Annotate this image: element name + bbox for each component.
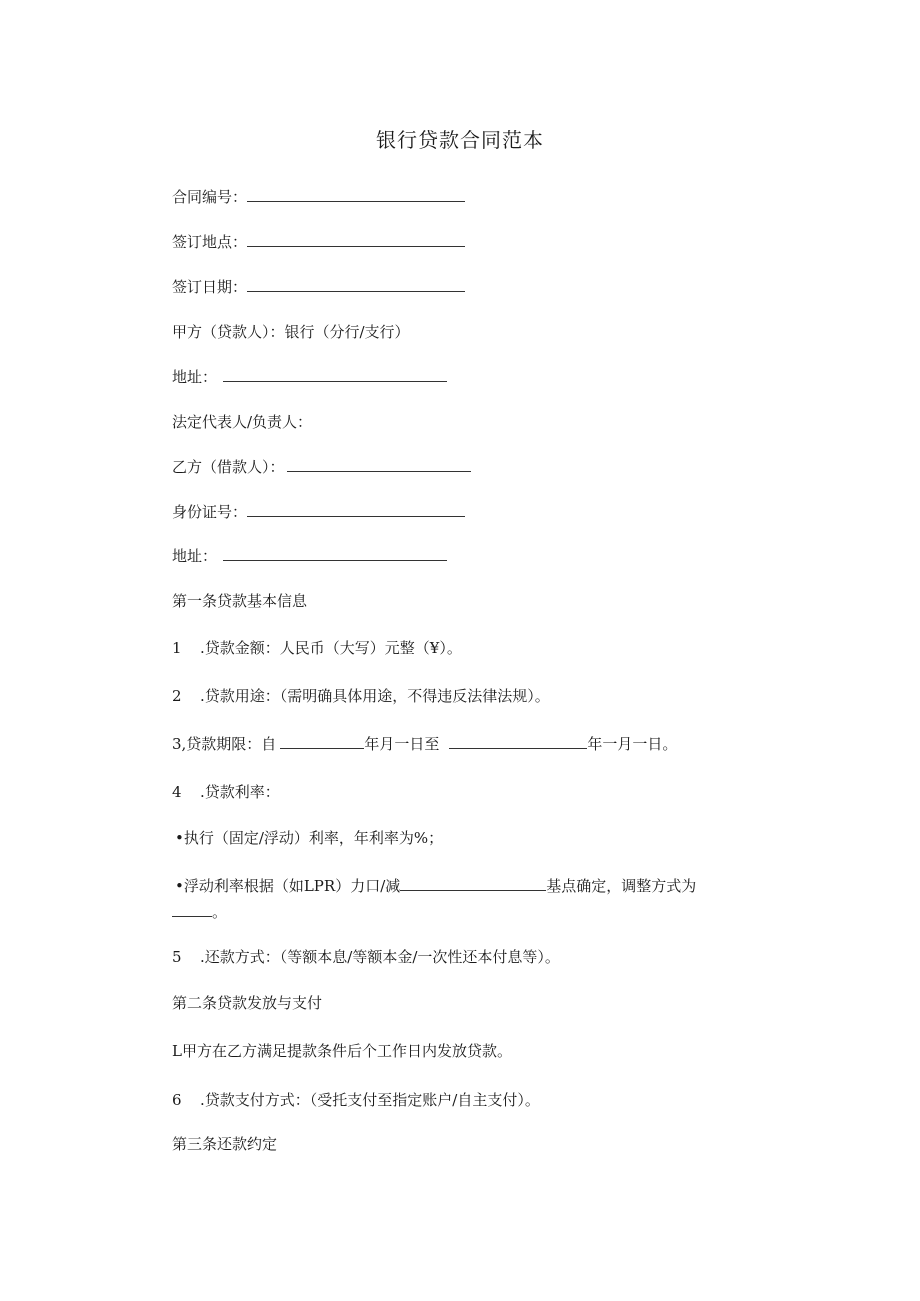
- sign-place-label: 签订地点：: [172, 233, 248, 251]
- contract-number-blank[interactable]: [247, 187, 465, 202]
- address-a-blank[interactable]: [223, 367, 447, 382]
- item-3-prefix: 3,贷款期限：自: [172, 735, 277, 753]
- item-2: [172, 686, 550, 706]
- bullet-floating-rate-prefix: •浮动利率根据（如LPR）力口/减: [175, 877, 401, 895]
- item-1: [172, 638, 462, 658]
- item-2-text: .贷款用途：（需明确具体用途，不得违反法律法规）。: [200, 687, 550, 705]
- sign-date-row: [172, 277, 465, 297]
- sign-date-label: 签订日期：: [172, 278, 248, 296]
- id-number-label: 身份证号：: [172, 503, 248, 521]
- item-5-text: .还款方式：（等额本息/等额本金/一次性还本付息等）。: [200, 948, 560, 966]
- item-4: [172, 782, 280, 802]
- item-6: [172, 1090, 540, 1110]
- adjustment-method-blank[interactable]: [172, 902, 212, 917]
- address-b-row: [172, 546, 447, 566]
- item-5-number: 5: [172, 948, 182, 966]
- party-b-blank[interactable]: [287, 457, 471, 472]
- id-number-row: [172, 502, 465, 522]
- article-1-title: 第一条贷款基本信息: [172, 592, 308, 610]
- article-3-title: 第三条还款约定: [172, 1135, 278, 1153]
- address-a-label: 地址：: [172, 368, 218, 386]
- document-title: 银行贷款合同范本: [376, 128, 544, 152]
- item-6-text: .贷款支付方式：（受托支付至指定账户/自主支付）。: [200, 1091, 540, 1109]
- bullet-floating-rate-suffix: 基点确定，调整方式为: [546, 877, 697, 895]
- contract-number-row: [172, 187, 465, 207]
- contract-number-label: 合同编号：: [172, 188, 248, 206]
- sign-place-row: [172, 232, 465, 252]
- loan-start-year-blank[interactable]: [280, 734, 364, 749]
- address-a-row: [172, 367, 447, 387]
- sign-date-blank[interactable]: [247, 277, 465, 292]
- item-3: [172, 734, 677, 754]
- item-6-number: 6: [172, 1091, 182, 1109]
- item-1-text: .贷款金额：人民币（大写）元整（¥）。: [200, 639, 462, 657]
- id-number-blank[interactable]: [247, 502, 465, 517]
- item-4-text: .贷款利率：: [200, 783, 280, 801]
- article-2-title: 第二条贷款发放与支付: [172, 994, 323, 1012]
- item-3-middle: 年月一日至: [364, 735, 440, 753]
- party-a: 甲方（贷款人）：银行（分行/支行）: [172, 323, 410, 341]
- basis-points-blank[interactable]: [400, 876, 546, 891]
- article-2-item-1: L甲方在乙方满足提款条件后个工作日内发放贷款。: [172, 1042, 512, 1060]
- loan-end-year-blank[interactable]: [449, 734, 587, 749]
- address-b-label: 地址：: [172, 547, 218, 565]
- bullet-floating-rate: [175, 876, 696, 896]
- item-5: [172, 947, 560, 967]
- item-3-suffix: 年一月一日。: [587, 735, 678, 753]
- adjustment-method-row: [172, 902, 227, 922]
- party-b-label: 乙方（借款人）：: [172, 458, 285, 476]
- address-b-blank[interactable]: [223, 546, 447, 561]
- sign-place-blank[interactable]: [247, 232, 465, 247]
- party-b-row: [172, 457, 471, 477]
- item-4-number: 4: [172, 783, 182, 801]
- item-2-number: 2: [172, 687, 182, 705]
- legal-representative: 法定代表人/负责人：: [172, 413, 313, 431]
- adjustment-method-end: 。: [212, 903, 228, 921]
- bullet-fixed-rate: •执行（固定/浮动）利率，年利率为%；: [175, 829, 444, 847]
- item-1-number: 1: [172, 639, 182, 657]
